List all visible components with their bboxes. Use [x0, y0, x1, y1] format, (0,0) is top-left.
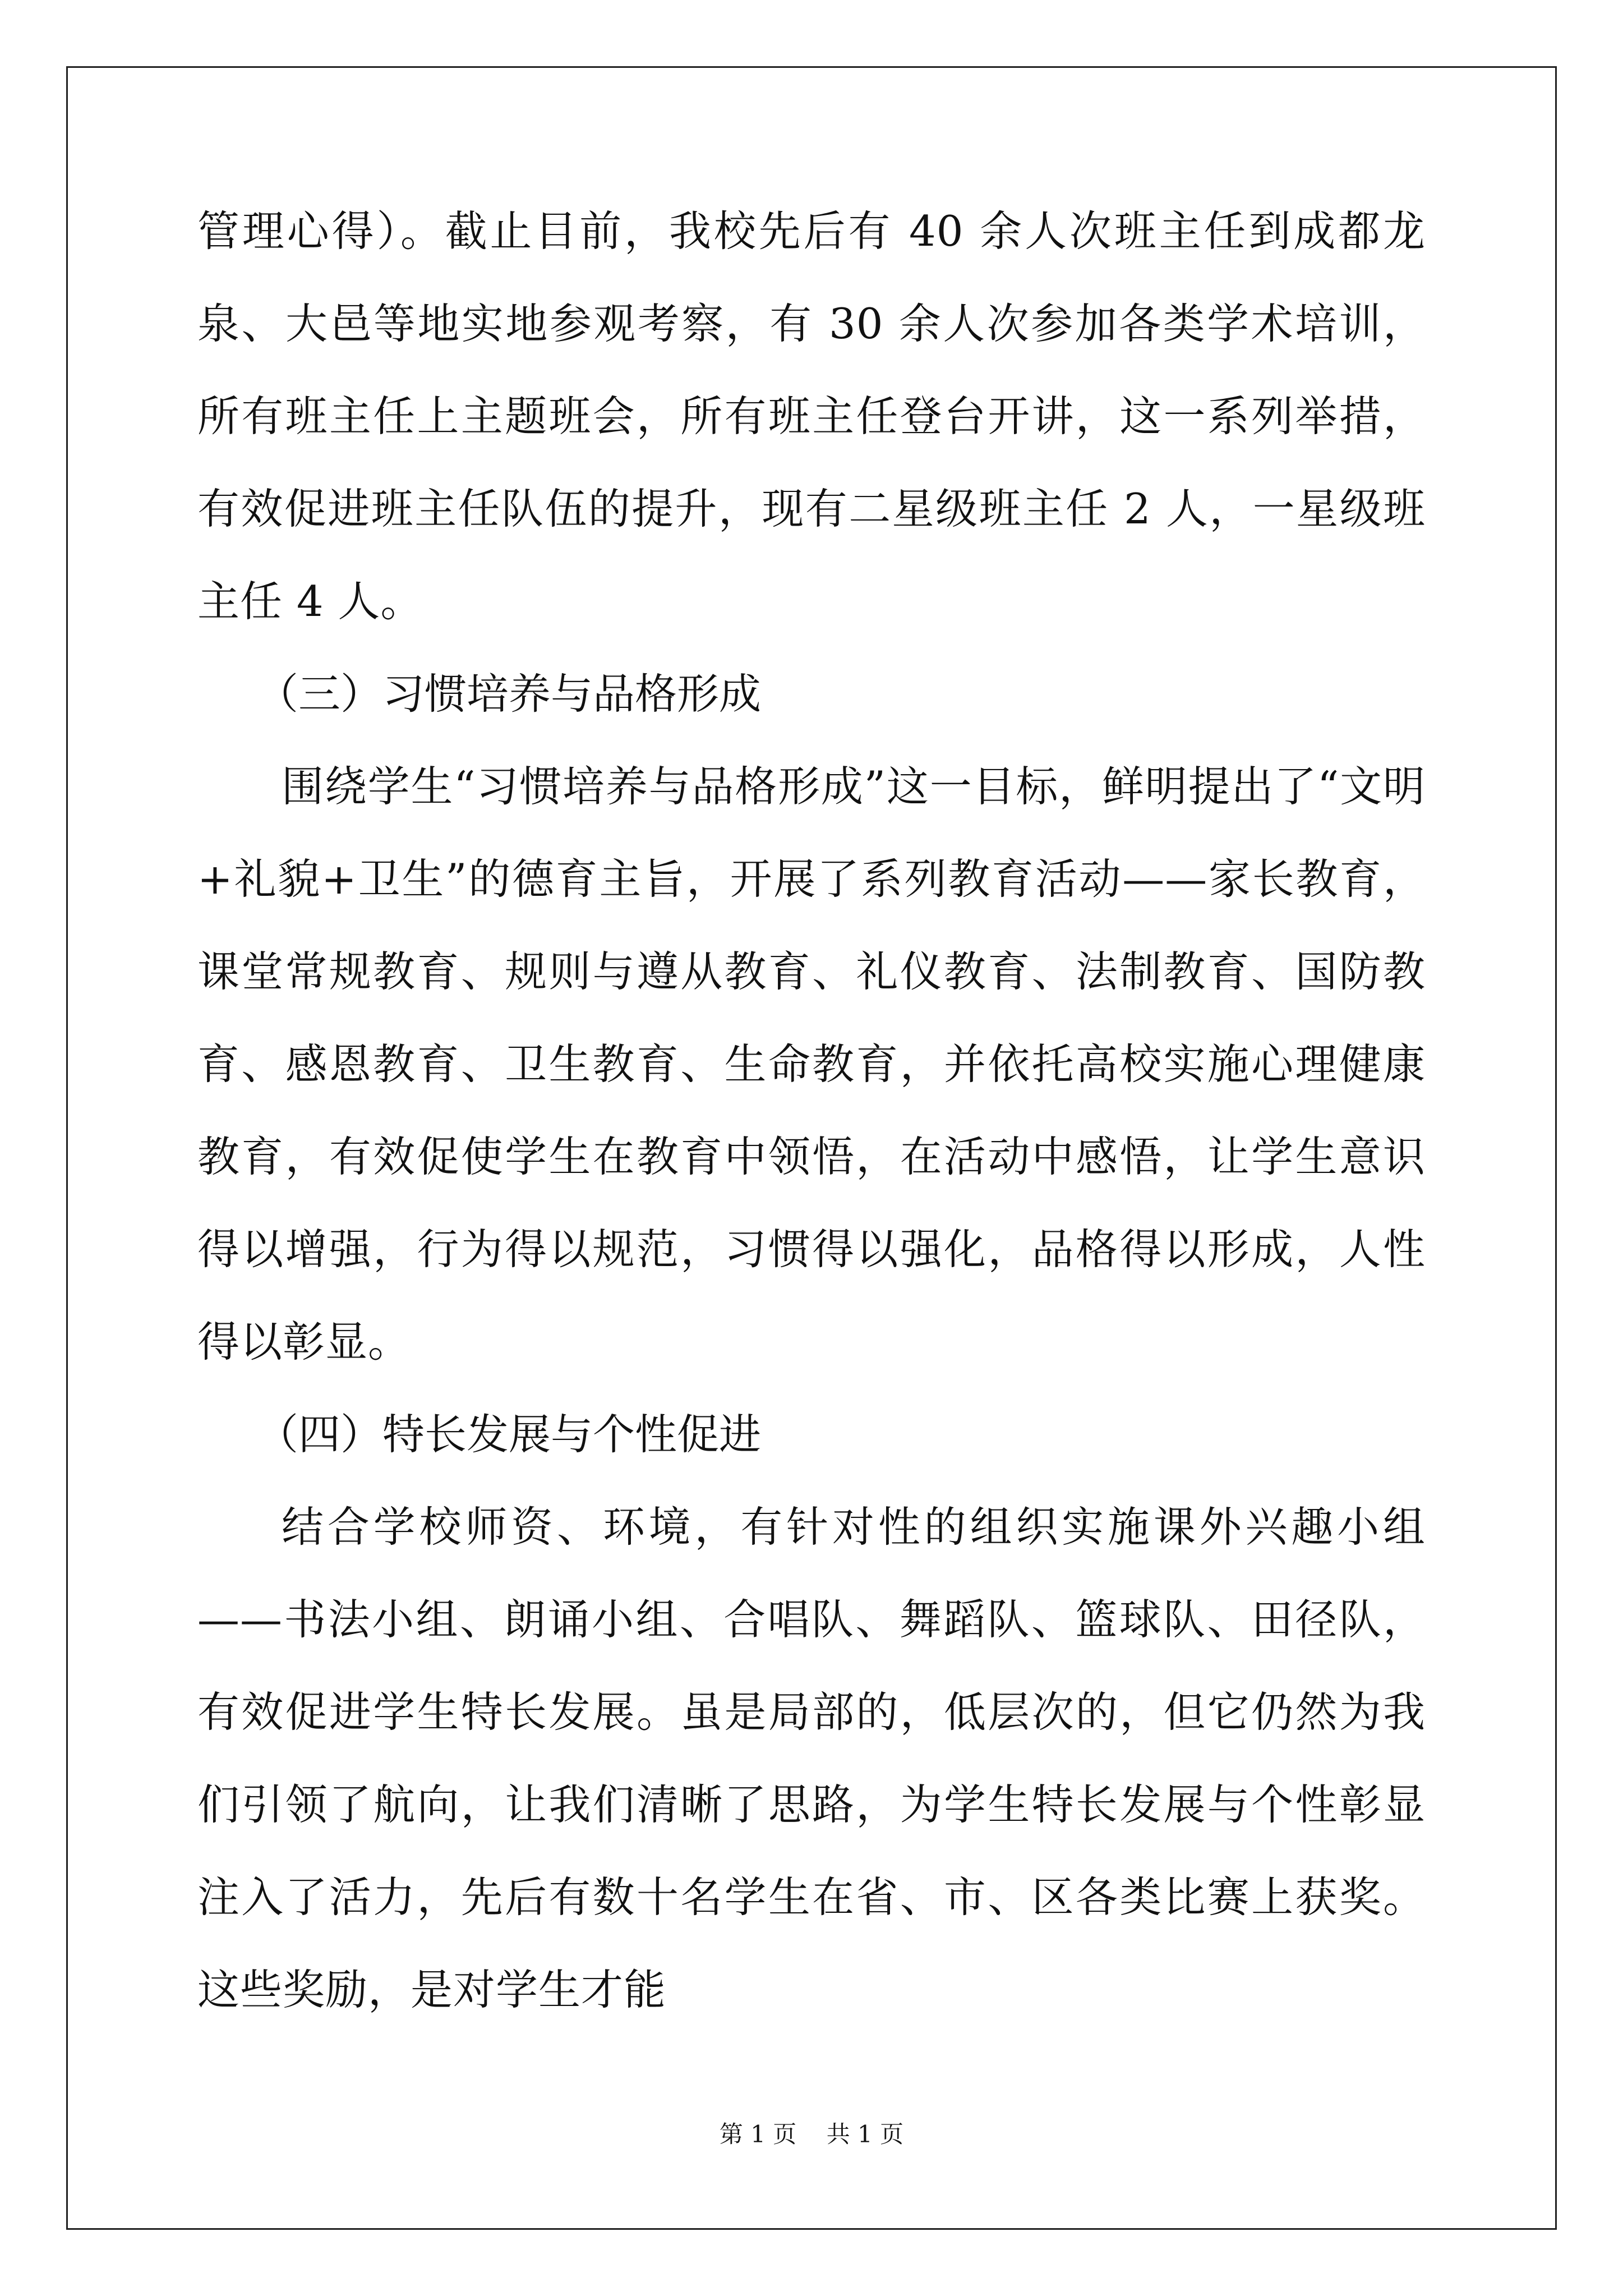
paragraph-2: 围绕学生“习惯培养与品格形成”这一目标，鲜明提出了“文明+礼貌+卫生”的德育主旨，开展了系列教育活动——家长教育，课堂常规教育、规则与遵从教育、礼仪教育、法制教育、国防教育、感恩教育、卫生教育、生命教育，并依托高校实施心理健康教育，有效促使学生在教育中领悟，在活动中感悟，让学生意识得以增强，行为得以规范，习惯得以强化，品格得以形成，人性得以彰显。	[197, 762, 1426, 1366]
section-heading-4: （四）特长发展与个性促进	[256, 1410, 762, 1459]
paragraph-3: 结合学校师资、环境，有针对性的组织实施课外兴趣小组——书法小组、朗诵小组、合唱队、舞蹈队、篮球队、田径队，有效促进学生特长发展。虽是局部的，低层次的，但它仍然为我们引领了航向，让我们清晰了思路，为学生特长发展与个性彰显注入了活力，先后有数十名学生在省、市、区各类比赛上获奖。这些奖励，是对学生才能	[197, 1502, 1426, 2014]
page-number-footer: 第 1 页 共 1 页	[719, 2120, 904, 2148]
paragraph-1: 管理心得）。截止目前，我校先后有 40 余人次班主任到成都龙泉、大邑等地实地参观考察，有 30 余人次参加各类学术培训，所有班主任上主题班会，所有班主任登台开讲，这一系列举措，有效促进班主任队伍的提升，现有二星级班主任 2 人，一星级班主任 4 人。	[197, 206, 1426, 626]
section-heading-3: （三）习惯培养与品格形成	[256, 669, 762, 719]
document-body	[197, 185, 1426, 2036]
